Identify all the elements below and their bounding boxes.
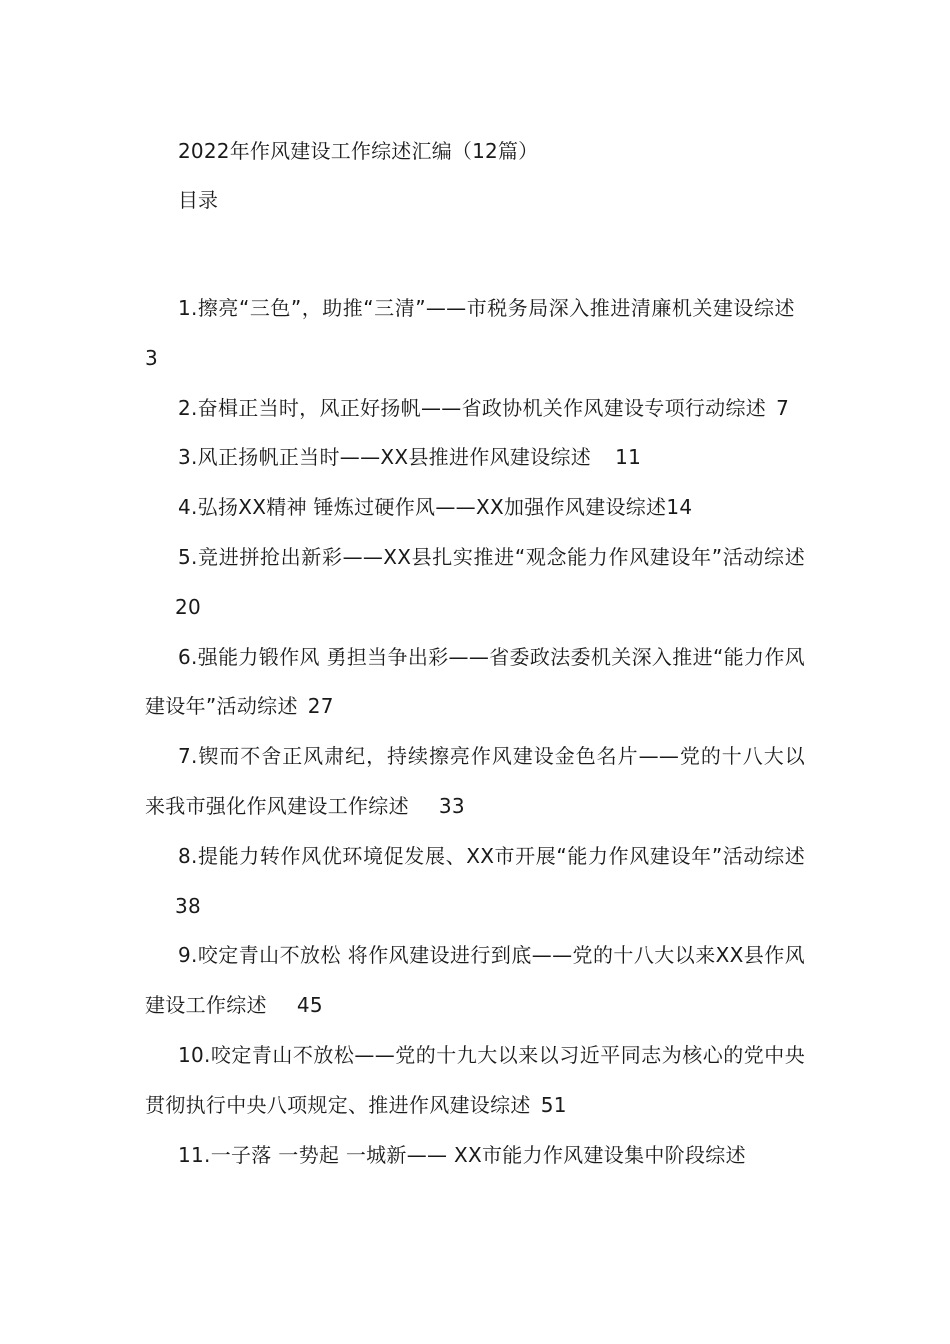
toc-entry[interactable] [145,533,805,633]
toc-entry[interactable] [145,633,805,733]
toc-entry-title: 5.竞进拼抢出新彩——XX县扎实推进“观念能力作风建设年”活动综述 [178,544,805,569]
toc-entry-title: 11.一子落 一势起 一城新—— XX市能力作风建设集中阶段综述 [178,1142,746,1167]
toc-entry-page: 45 [296,993,323,1018]
toc-entry-page: 7 [776,395,790,420]
toc-entry[interactable] [145,832,805,932]
toc-entry-title: 10.咬定青山不放松——党的十九大以来以习近平同志为核心的党中央贯彻执行中央八项规定、推进作风建设综述 [145,1042,805,1117]
document-title: 2022年作风建设工作综述汇编（12篇） [178,139,539,163]
toc-entry-title: 1.擦亮“三色”，助推“三清”——市税务局深入推进清廉机关建设综述 [178,296,795,320]
toc-entry[interactable] [145,1031,805,1131]
toc-entry[interactable] [145,433,805,483]
toc-entry-page: 27 [307,694,334,719]
toc-entry-page: 51 [540,1092,567,1117]
toc-entry[interactable] [145,931,805,1031]
toc-entry-page: 33 [438,793,465,818]
toc-entry-title: 7.锲而不舍正风肃纪，持续擦亮作风建设金色名片——党的十八大以来我市强化作风建设工作综述 [145,744,805,818]
toc-entry[interactable] [145,284,805,384]
toc-entry[interactable] [145,483,805,533]
toc-entry[interactable] [145,732,805,832]
toc-entry-page: 38 [175,893,202,918]
toc-entry-title: 2.奋楫正当时，风正好扬帆——省政协机关作风建设专项行动综述 [178,395,767,420]
toc-entry-page: 3 [145,345,159,370]
toc-entry[interactable] [145,1131,805,1181]
toc-heading: 目录 [178,188,218,212]
toc-entry-page: 20 [175,594,202,619]
toc-entry[interactable] [145,384,805,434]
toc-entry-title: 9.咬定青山不放松 将作风建设进行到底——党的十八大以来XX县作风建设工作综述 [145,943,805,1018]
toc-entry-title: 4.弘扬XX精神 锤炼过硬作风——XX加强作风建设综述 [178,495,667,520]
toc-entry-page: 14 [666,495,693,520]
toc-entry-title: 6.强能力锻作风 勇担当争出彩——省委政法委机关深入推进“能力作风建设年”活动综述 [145,644,805,719]
table-of-contents [145,284,805,1180]
toc-entry-title: 8.提能力转作风优环境促发展、XX市开展“能力作风建设年”活动综述 [178,843,805,868]
toc-entry-page: 11 [615,445,642,470]
toc-entry-title: 3.风正扬帆正当时——XX县推进作风建设综述 [178,445,592,470]
